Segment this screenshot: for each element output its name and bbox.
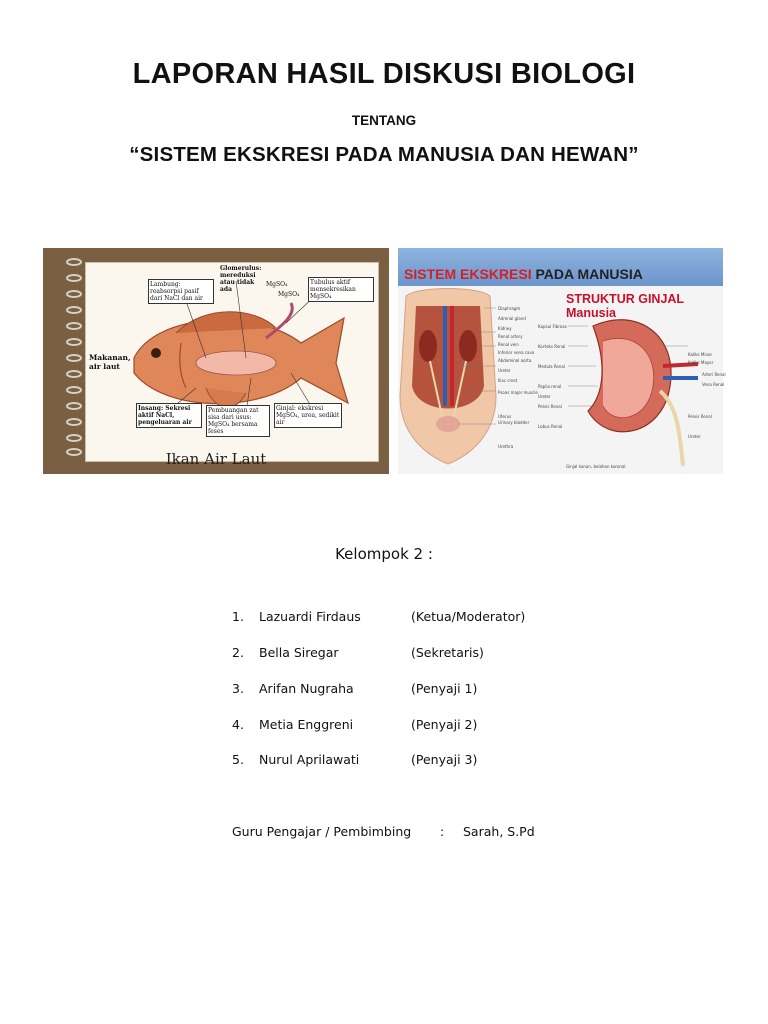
body-label: Adrenal gland <box>498 316 526 321</box>
body-label: Renal artery <box>498 334 523 339</box>
member-name: Lazuardi Firdaus <box>259 609 361 624</box>
label-pembuangan: Pembuangan zat sisa dari usus: MgSO₄ bersama feses <box>206 405 270 437</box>
label-insang: Insang: Sekresi aktif NaCl, pengeluaran air <box>136 403 202 428</box>
fish-caption: Ikan Air Laut <box>165 450 267 468</box>
label-makanan: Makanan, air laut <box>89 353 131 371</box>
body-label: Kidney <box>498 326 512 331</box>
label-mgso-b: MgSO₄ <box>278 291 300 298</box>
body-label: Urethra <box>498 444 514 449</box>
label-glomerulus: Glomerulus: mereduksi atau tidak ada <box>220 265 262 293</box>
label-lambung: Lambung: reabsorpsi pasif dari NaCl dan air <box>148 279 214 304</box>
body-label: Diaphragm <box>498 306 521 311</box>
banner-title: SISTEM EKSKRESI PADA MANUSIA <box>404 266 643 282</box>
member-number: 1. <box>232 609 244 624</box>
notebook-page <box>85 262 379 462</box>
member-role: (Penyaji 1) <box>411 681 478 696</box>
group-heading: Kelompok 2 : <box>335 545 433 563</box>
member-name: Arifan Nugraha <box>259 681 354 696</box>
body-label: Iliac crest <box>498 378 518 383</box>
kidney-label: Kaliks Mayor <box>688 360 714 365</box>
body-label: Uterus <box>498 414 512 419</box>
label-mgso-a: MgSO₄ <box>266 281 288 288</box>
member-role: (Penyaji 3) <box>411 752 478 767</box>
body-label: Abdominal aorta <box>498 358 532 363</box>
body-label: Ureter <box>498 368 511 373</box>
kidney-label: Korteks Renal <box>538 344 566 349</box>
member-role: (Ketua/Moderator) <box>411 609 526 624</box>
body-label: Psoas major muscle <box>498 390 538 395</box>
member-role: (Penyaji 2) <box>411 717 478 732</box>
page-title: LAPORAN HASIL DISKUSI BIOLOGI <box>132 58 636 90</box>
teacher-separator: : <box>440 824 445 839</box>
member-number: 3. <box>232 681 244 696</box>
notebook-rings-icon <box>65 256 83 456</box>
kidney-label: Arteri Renal <box>702 372 726 377</box>
kidney-label: Pelvis Renal <box>538 404 562 409</box>
member-number: 4. <box>232 717 244 732</box>
member-name: Bella Siregar <box>259 645 339 660</box>
teacher-label: Guru Pengajar / Pembimbing <box>232 824 412 839</box>
kidney-label: Ureter <box>688 434 701 439</box>
kidney-caption: Ginjal kanan, belahan koronal <box>566 464 626 469</box>
label-ginjal: Ginjal: ekskresi MgSO₄, urea, sedikit air <box>274 403 342 428</box>
member-number: 2. <box>232 645 244 660</box>
member-role: (Sekretaris) <box>411 645 484 660</box>
member-name: Metia Enggreni <box>259 717 354 732</box>
kidney-label: Vena Renal <box>702 382 725 387</box>
member-number: 5. <box>232 752 244 767</box>
human-excretion-figure <box>398 248 726 474</box>
kidney-label: Lobus Renal <box>538 424 563 429</box>
kidney-label: Ureter <box>538 394 551 399</box>
kidney-label: Kapsul Fibrosa <box>538 324 567 329</box>
label-tubulus: Tubulus aktif mensekresikan MgSO₄ <box>308 277 374 302</box>
kidney-label: Kaliks Minor <box>688 352 713 357</box>
teacher-name: Sarah, S.Pd <box>463 824 535 839</box>
page-subtitle: “SISTEM EKSKRESI PADA MANUSIA DAN HEWAN” <box>129 143 639 166</box>
kidney-label: Pelvis Renal <box>688 414 712 419</box>
body-label: Urinary bladder <box>498 420 530 425</box>
fish-excretion-figure <box>43 248 389 474</box>
body-label: Renal vein <box>498 342 519 347</box>
tentang-label: TENTANG <box>351 113 417 128</box>
struktur-title: STRUKTUR GINJAL Manusia <box>566 292 685 320</box>
kidney-label: Papila renal <box>538 384 562 389</box>
kidney-label: Medula Renal <box>538 364 565 369</box>
member-name: Nurul Aprilawati <box>259 752 360 767</box>
body-label: Inferior vena cava <box>498 350 535 355</box>
